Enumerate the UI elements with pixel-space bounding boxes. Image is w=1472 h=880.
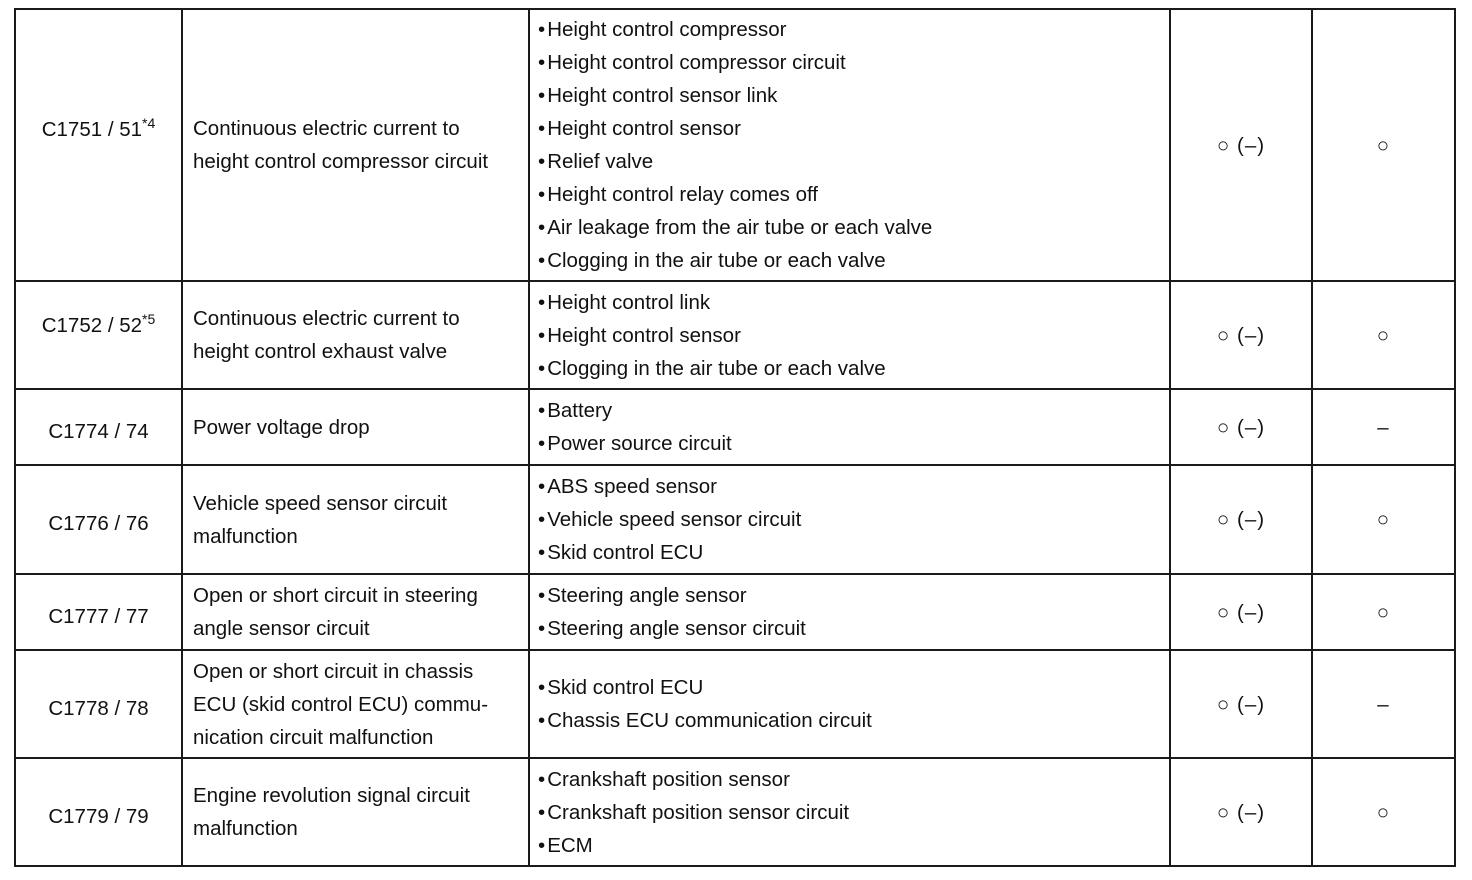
trouble-area-item: • Chassis ECU communication circuit: [538, 704, 1169, 737]
trouble-area-item: • Vehicle speed sensor circuit: [538, 503, 1169, 536]
detection-line: Open or short circuit in steering: [193, 584, 478, 607]
col5-cell: –: [1312, 389, 1455, 465]
trouble-area-item: • Height control sensor link: [538, 79, 1169, 112]
detection-line: Power voltage drop: [193, 415, 370, 439]
col5-cell: ○: [1312, 281, 1455, 389]
trouble-area-cell: [529, 574, 1170, 650]
dtc-code: C1778 / 78: [48, 696, 149, 720]
trouble-area-item: • Crankshaft position sensor: [538, 763, 1169, 796]
detection-item-cell: [182, 574, 529, 650]
trouble-area-item: • ABS speed sensor: [538, 470, 1169, 503]
dtc-table: [14, 8, 1456, 867]
detection-line: nication circuit malfunction: [193, 725, 434, 749]
trouble-area-cell: [529, 9, 1170, 281]
dtc-code: C1776 / 76: [48, 512, 149, 535]
trouble-area-cell: [529, 389, 1170, 465]
trouble-area-item: • ECM: [538, 829, 1169, 862]
table-row: [15, 758, 1455, 866]
detection-line: Continuous electric current to: [193, 307, 460, 330]
col5-cell: ○: [1312, 465, 1455, 574]
col4-cell: ○ (–): [1170, 574, 1312, 650]
detection-line: Open or short circuit in chassis: [193, 659, 474, 683]
trouble-area-cell: [529, 650, 1170, 758]
detection-line: malfunction: [193, 817, 298, 840]
table-row: [15, 281, 1455, 389]
detection-line: Vehicle speed sensor circuit: [193, 491, 448, 515]
table-row: [15, 574, 1455, 650]
dtc-code-cell: [15, 389, 182, 465]
trouble-area-cell: [529, 758, 1170, 866]
trouble-area-item: • Height control relay comes off: [538, 178, 1169, 211]
trouble-area-item: • Height control link: [538, 286, 1169, 319]
trouble-area-item: • Height control compressor circuit: [538, 46, 1169, 79]
trouble-area-item: • Clogging in the air tube or each valve: [538, 352, 1169, 385]
detection-item-cell: [182, 281, 529, 389]
trouble-area-item: • Skid control ECU: [538, 536, 1169, 569]
col5-cell: ○: [1312, 758, 1455, 866]
detection-line: angle sensor circuit: [193, 617, 370, 640]
detection-line: ECU (skid control ECU) commu-: [193, 692, 489, 716]
detection-line: Engine revolution signal circuit: [193, 784, 470, 807]
table-row: [15, 389, 1455, 465]
trouble-area-item: • Power source circuit: [538, 427, 1169, 460]
detection-item-cell: [182, 389, 529, 465]
col5-cell: –: [1312, 650, 1455, 758]
trouble-area-cell: [529, 281, 1170, 389]
dtc-code-note: *5: [142, 310, 156, 327]
dtc-code-cell: [15, 9, 182, 281]
col5-cell: ○: [1312, 9, 1455, 281]
trouble-area-item: • Relief valve: [538, 145, 1169, 178]
dtc-code: C1777 / 77: [48, 604, 149, 628]
dtc-code-cell: [15, 574, 182, 650]
col4-cell: ○ (–): [1170, 650, 1312, 758]
trouble-area-item: • Height control sensor: [538, 112, 1169, 145]
trouble-area-cell: [529, 465, 1170, 574]
trouble-area-item: • Steering angle sensor: [538, 579, 1169, 612]
dtc-code: C1752 / 52: [41, 313, 143, 337]
trouble-area-item: • Air leakage from the air tube or each valve: [538, 211, 1169, 244]
trouble-area-item: • Battery: [538, 394, 1169, 427]
trouble-area-item: • Crankshaft position sensor circuit: [538, 796, 1169, 829]
trouble-area-item: • Height control compressor: [538, 13, 1169, 46]
dtc-code-cell: [15, 758, 182, 866]
detection-item-cell: [182, 650, 529, 758]
col4-cell: ○ (–): [1170, 389, 1312, 465]
dtc-table-body: [15, 9, 1455, 866]
col4-cell: ○ (–): [1170, 9, 1312, 281]
dtc-code: C1779 / 79: [48, 804, 149, 828]
table-row: [15, 9, 1455, 281]
dtc-code-cell: [15, 650, 182, 758]
detection-line: height control exhaust valve: [193, 340, 448, 363]
col5-cell: ○: [1312, 574, 1455, 650]
detection-item-cell: [182, 9, 529, 281]
dtc-code-note: *4: [142, 114, 156, 131]
trouble-area-item: • Clogging in the air tube or each valve: [538, 244, 1169, 277]
dtc-code-cell: [15, 281, 182, 389]
dtc-code: C1751 / 51: [41, 117, 143, 141]
detection-line: height control compressor circuit: [193, 150, 489, 173]
table-row: [15, 465, 1455, 574]
detection-item-cell: [182, 465, 529, 574]
dtc-code: C1774 / 74: [48, 419, 149, 443]
table-row: [15, 650, 1455, 758]
col4-cell: ○ (–): [1170, 281, 1312, 389]
col4-cell: ○ (–): [1170, 465, 1312, 574]
trouble-area-item: • Height control sensor: [538, 319, 1169, 352]
trouble-area-item: • Steering angle sensor circuit: [538, 612, 1169, 645]
col4-cell: ○ (–): [1170, 758, 1312, 866]
detection-line: Continuous electric current to: [193, 117, 460, 140]
trouble-area-item: • Skid control ECU: [538, 671, 1169, 704]
detection-item-cell: [182, 758, 529, 866]
dtc-code-cell: [15, 465, 182, 574]
detection-line: malfunction: [193, 524, 298, 548]
